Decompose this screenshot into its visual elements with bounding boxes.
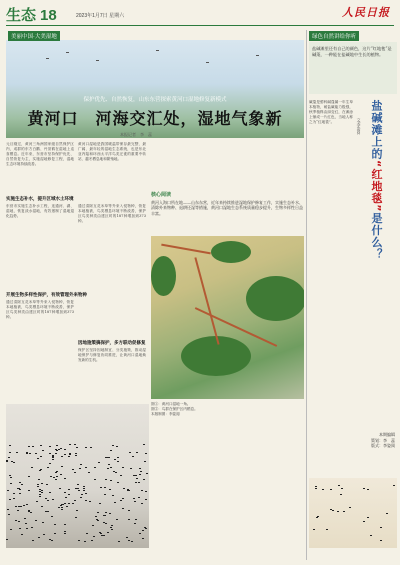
article-paragraph: 黄河口湿地是我国暖温带保存最完整、最广阔、最年轻的湿地生态系统，也是东北亚内陆和环西太平洋鸟类迁徙的重要中转站、越冬栖息地和繁殖地。: [78, 142, 146, 161]
bird-dot: [110, 480, 112, 481]
bird-dot: [18, 488, 20, 489]
bird-dot: [135, 519, 137, 520]
bird-dot: [54, 524, 56, 525]
feature-photo: [309, 478, 397, 548]
bird-dot: [37, 486, 39, 487]
bird-dot: [31, 467, 33, 468]
bird-dot: [105, 523, 107, 524]
bird-dot: [8, 457, 10, 458]
bird-dot: [113, 471, 115, 472]
article-subhead: 因地施策搞保护，多方联动促修复: [78, 340, 146, 345]
bird-dot: [363, 488, 365, 489]
bird-dot: [85, 447, 87, 448]
bird-dot: [109, 513, 111, 514]
bird-dot: [79, 468, 81, 469]
bird-dot: [15, 506, 17, 507]
bird-dot: [56, 476, 58, 477]
bird-dot: [330, 509, 332, 510]
bird-dot: [17, 510, 19, 511]
header-rule: [6, 25, 394, 26]
bird-dot: [10, 529, 12, 530]
bird-dot: [330, 489, 332, 490]
bird-dot: [66, 506, 68, 507]
bird-dot: [109, 489, 111, 490]
bird-dot: [134, 501, 136, 502]
bird-dot: [139, 468, 141, 469]
bird-dot: [131, 541, 133, 542]
bird-dot: [65, 497, 67, 498]
bird-dot: [50, 476, 52, 477]
bird-dot: [93, 536, 95, 537]
bird-dot: [104, 487, 106, 488]
bird-dot: [49, 446, 51, 447]
bird-dot: [55, 449, 57, 450]
bird-dot: [75, 488, 77, 489]
bird-dot: [75, 453, 77, 454]
bird-dot: [39, 489, 41, 490]
bird-dot: [338, 485, 340, 486]
bird-dot: [141, 503, 143, 504]
bird-dot: [21, 484, 23, 485]
article-paragraph: 保护区坚持因地制宜、分类施策，推动湿地保护与修复协同推进，让黄河口湿地焕发新的生机。: [78, 348, 146, 362]
bird-dot: [64, 449, 66, 450]
bird-dot: [21, 534, 23, 535]
bird-dot: [51, 516, 53, 517]
bird-dot: [52, 459, 54, 460]
bird-dot: [32, 446, 34, 447]
issue-date: 2023年1月7日 星期六: [76, 13, 125, 19]
bird-dot: [112, 495, 114, 496]
bird-dot: [92, 525, 94, 526]
article-paragraph: 元旦刚过，黄河三角洲国家级自然保护区内，成群的东方白鹳、丹顶鹤在湿地上觅食栖息。近年来，东营市坚持保护优先、自然恢复为主，实施湿地修复工程，湿地生态环境持续改善。: [6, 142, 74, 166]
bird-dot: [146, 473, 148, 474]
main-headline: 黄河口 河海交汇处，湿地气象新: [27, 109, 283, 128]
bird-dot: [107, 457, 109, 458]
bird-dot: [61, 509, 63, 510]
article-paragraph: 东营市实施生态补水工程，连通河、湖、湿地，恢复淡水湿地，有效遏制了湿地退化趋势。: [6, 204, 74, 218]
bird-dot: [41, 490, 43, 491]
bird-dot: [107, 532, 109, 533]
bird-dot: [129, 452, 131, 453]
bird-dot: [58, 507, 60, 508]
birds-photo: [6, 404, 149, 548]
bird-dot: [13, 493, 15, 494]
bird-dot: [114, 502, 116, 503]
bird-dot: [8, 514, 10, 515]
feature-title: 盐碱滩上的“红地毯”是什么？: [370, 100, 383, 261]
bird-dot: [105, 457, 107, 458]
bird-dot: [47, 500, 49, 501]
bird-dot: [84, 541, 86, 542]
bird-dot: [85, 500, 87, 501]
bird-dot: [68, 494, 70, 495]
bird-dot: [61, 466, 63, 467]
credit-line: 图②：鸟群在保护区内栖息。: [151, 407, 198, 411]
bird-dot: [315, 486, 317, 487]
bird-dot: [117, 482, 119, 483]
bird-dot: [61, 507, 63, 508]
bird-dot: [80, 464, 82, 465]
bird-dot: [118, 541, 120, 542]
bird-dot: [135, 482, 137, 483]
bird-dot: [41, 492, 43, 493]
bird-dot: [85, 493, 87, 494]
bird-dot: [141, 490, 143, 491]
bird-dot: [29, 453, 31, 454]
bird-dot: [142, 530, 144, 531]
bird-dot: [13, 498, 15, 499]
bird-dot: [138, 497, 140, 498]
bird-dot: [52, 499, 54, 500]
bird-dot: [60, 474, 62, 475]
photo-credits: [151, 402, 304, 417]
intro-box-text: 盐碱滩里还有自己的颜色，这片“红地毯”是碱蓬，一种能在盐碱地中生长的植物。: [312, 46, 392, 57]
bird-dot: [332, 510, 334, 511]
bird-dot: [88, 472, 90, 473]
bird-dot: [103, 535, 105, 536]
bird-dot: [74, 444, 76, 445]
bird-dot: [64, 531, 66, 532]
bird-dot: [30, 512, 32, 513]
bird-dot: [83, 490, 85, 491]
bird-dot: [111, 529, 113, 530]
bird-dot: [83, 486, 85, 487]
bird-dot: [145, 528, 147, 529]
bird-dot: [128, 510, 130, 511]
bird-dot: [99, 532, 101, 533]
bird-dot: [28, 446, 30, 447]
bird-dot: [337, 511, 339, 512]
bird-dot: [7, 490, 9, 491]
bird-dot: [49, 492, 51, 493]
credit-line: 本版制图：李姿阅: [151, 412, 180, 416]
bird-dot: [110, 467, 112, 468]
newspaper-logo: 人民日报: [342, 6, 390, 19]
bird-dot: [107, 468, 109, 469]
bird-dot: [120, 500, 122, 501]
bird-dot: [128, 540, 130, 541]
article-paragraph: 通过清除互花米草等外来入侵物种，恢复本地植被，鸟类栖息环境不断改善，保护区鸟类种类由建区时的187种增加到373种。: [78, 204, 146, 223]
bird-dot: [59, 488, 61, 489]
bird-dot: [94, 479, 96, 480]
bird-dot: [18, 521, 20, 522]
feature-author: 文/李姿阅: [357, 118, 362, 135]
bird-dot: [6, 461, 8, 462]
bird-dot: [128, 519, 130, 520]
bird-dot: [64, 492, 66, 493]
bird-dot: [24, 518, 26, 519]
bird-dot: [26, 528, 28, 529]
bird-dot: [16, 452, 18, 453]
bird-dot: [94, 467, 96, 468]
bird-dot: [104, 494, 106, 495]
bird-dot: [49, 539, 51, 540]
page-number: 18: [40, 7, 57, 24]
bird-dot: [26, 452, 28, 453]
bird-dot: [139, 533, 141, 534]
bird-dot: [116, 519, 118, 520]
bird-dot: [68, 489, 70, 490]
column-divider: [306, 30, 307, 560]
bird-dot: [77, 484, 79, 485]
bird-dot: [105, 512, 107, 513]
bird-dot: [130, 468, 132, 469]
bird-dot: [111, 525, 113, 526]
section-name: 生态 18: [6, 7, 57, 24]
bird-dot: [49, 463, 51, 464]
article-subhead: 开展生物多样性保护，有效管理外来物种: [6, 292, 87, 297]
bird-dot: [41, 506, 43, 507]
bird-dot: [58, 449, 60, 450]
wetland-photo: [151, 236, 304, 399]
bird-dot: [313, 529, 315, 530]
article-subhead: 实施生态补水，提升区域水土环境: [6, 196, 74, 201]
bird-dot: [40, 445, 42, 446]
bird-dot: [349, 507, 351, 508]
bird-dot: [81, 494, 83, 495]
bird-dot: [136, 478, 138, 479]
bird-dot: [47, 511, 49, 512]
bird-dot: [72, 469, 74, 470]
bird-dot: [53, 477, 55, 478]
bird-dot: [20, 506, 22, 507]
bird-dot: [64, 533, 66, 534]
bird-dot: [120, 475, 122, 476]
bird-dot: [40, 469, 42, 470]
bird-dot: [47, 467, 49, 468]
bird-dot: [42, 522, 44, 523]
bird-dot: [69, 444, 71, 445]
bird-dot: [41, 483, 43, 484]
bird-dot: [69, 454, 71, 455]
bird-dot: [32, 540, 34, 541]
bird-dot: [11, 461, 13, 462]
bird-dot: [123, 488, 125, 489]
bird-dot: [75, 517, 77, 518]
bird-dot: [45, 498, 47, 499]
bird-dot: [19, 528, 21, 529]
bird-dot: [108, 464, 110, 465]
bird-dot: [132, 456, 134, 457]
bird-dot: [138, 482, 140, 483]
bird-dot: [322, 489, 324, 490]
bird-dot: [343, 511, 345, 512]
bird-dot: [55, 453, 57, 454]
bird-dot: [26, 504, 28, 505]
bird-dot: [145, 453, 147, 454]
bird-dot: [6, 539, 8, 540]
bird-dot: [99, 503, 101, 504]
bird-dot: [315, 488, 317, 489]
bird-dot: [363, 521, 365, 522]
bird-dot: [143, 444, 145, 445]
bird-dot: [142, 538, 144, 539]
bird-dot: [393, 485, 395, 486]
bird-dot: [80, 497, 82, 498]
bird-dot: [139, 474, 141, 475]
bird-dot: [316, 517, 318, 518]
bird-dot: [19, 489, 21, 490]
bird-dot: [60, 448, 62, 449]
bird-dot: [122, 498, 124, 499]
bird-dot: [38, 537, 40, 538]
bird-dot: [340, 494, 342, 495]
bird-dot: [127, 490, 129, 491]
bird-dot: [39, 470, 41, 471]
bird-dot: [9, 445, 11, 446]
bird-dot: [36, 501, 38, 502]
bird-dot: [140, 471, 142, 472]
bird-dot: [367, 517, 369, 518]
bird-dot: [76, 510, 78, 511]
bird-dot: [74, 472, 76, 473]
bird-dot: [42, 450, 44, 451]
bird-dot: [144, 461, 146, 462]
bird-dot: [145, 491, 147, 492]
bird-dot: [55, 479, 57, 480]
byline: 本报记者 李 蕊: [120, 132, 152, 137]
bird-dot: [367, 489, 369, 490]
bird-dot: [144, 527, 146, 528]
bird-dot: [136, 452, 138, 453]
bird-dot: [19, 482, 21, 483]
bird-dot: [110, 450, 112, 451]
bird-dot: [117, 461, 119, 462]
bird-dot: [110, 527, 112, 528]
bird-dot: [341, 488, 343, 489]
bird-dot: [72, 503, 74, 504]
bird-dot: [134, 523, 136, 524]
bird-dot: [78, 540, 80, 541]
bird-dot: [105, 479, 107, 480]
editor-credit: 本期编辑 策划：李 蕊 版式：李姿阅: [371, 432, 395, 448]
bird-dot: [49, 453, 51, 454]
bird-dot: [64, 478, 66, 479]
core-reading-title: 核心阅读: [151, 192, 172, 198]
bird-dot: [9, 499, 11, 500]
bird-dot: [68, 456, 70, 457]
bird-dot: [86, 533, 88, 534]
bird-dot: [74, 500, 76, 501]
bird-dot: [35, 453, 37, 454]
bird-dot: [114, 459, 116, 460]
bird-dot: [78, 490, 80, 491]
bird-dot: [43, 534, 45, 535]
bird-dot: [380, 540, 382, 541]
bird-dot: [55, 472, 57, 473]
headline-kicker: 保护优先、自然恢复，山东东营探索黄河口湿地修复新模式: [83, 97, 227, 103]
bird-dot: [89, 501, 91, 502]
bird-dot: [112, 445, 114, 446]
bird-dot: [85, 467, 87, 468]
article-paragraph: 通过清除互花米草等外来入侵物种，恢复本地植被，鸟类栖息环境不断改善，保护区鸟类种类由建区时的187种增加到373种。: [6, 300, 74, 319]
bird-dot: [10, 483, 12, 484]
bird-dot: [38, 479, 40, 480]
bird-dot: [100, 487, 102, 488]
right-column-tag: 绿色自然讲给你听: [309, 31, 359, 41]
bird-dot: [28, 476, 30, 477]
bird-dot: [69, 453, 71, 454]
bird-dot: [52, 457, 54, 458]
column-tag: 美丽中国·大美湿地: [8, 31, 60, 41]
credit-line: 图①：黄河口湿地一角。: [151, 402, 191, 406]
bird-dot: [56, 450, 58, 451]
bird-dot: [97, 512, 99, 513]
bird-dot: [97, 520, 99, 521]
bird-dot: [115, 472, 117, 473]
bird-dot: [10, 477, 12, 478]
bird-dot: [25, 523, 27, 524]
bird-dot: [91, 540, 93, 541]
bird-dot: [95, 516, 97, 517]
bird-dot: [126, 537, 128, 538]
bird-dot: [122, 508, 124, 509]
bird-dot: [13, 462, 15, 463]
bird-dot: [116, 446, 118, 447]
bird-dot: [133, 498, 135, 499]
bird-dot: [37, 458, 39, 459]
bird-dot: [64, 454, 66, 455]
bird-dot: [326, 529, 328, 530]
bird-dot: [39, 496, 41, 497]
bird-dot: [98, 462, 100, 463]
bird-dot: [117, 457, 119, 458]
bird-dot: [28, 490, 30, 491]
bird-dot: [370, 535, 372, 536]
masthead: [6, 4, 394, 26]
bird-dot: [83, 488, 85, 489]
bird-dot: [386, 513, 388, 514]
bird-dot: [135, 475, 137, 476]
bird-dot: [35, 520, 37, 521]
bird-dot: [122, 467, 124, 468]
bird-dot: [54, 533, 56, 534]
bird-dot: [75, 455, 77, 456]
bird-dot: [23, 505, 25, 506]
bird-dot: [68, 503, 70, 504]
bird-dot: [19, 493, 21, 494]
bird-dot: [61, 456, 63, 457]
core-reading-text: 黄河入海口所在地——山东东营，近年来持续推进湿地保护修复工作，实施生态补水、清除外来物种、退耕还湿等措施，黄河口湿地生态系统质量稳步提升，生物多样性日益丰富。: [151, 200, 303, 216]
bird-dot: [40, 456, 42, 457]
bird-dot: [103, 515, 105, 516]
bird-dot: [64, 524, 66, 525]
bird-dot: [96, 519, 98, 520]
bird-dot: [76, 447, 78, 448]
bird-dot: [51, 540, 53, 541]
bird-dot: [145, 499, 147, 500]
bird-dot: [143, 479, 145, 480]
bird-dot: [7, 509, 9, 510]
bird-dot: [380, 527, 382, 528]
bird-dot: [56, 445, 58, 446]
feature-paragraph: 碱蓬是藜科碱蓬属一年生草本植物，耐盐碱能力极强，秋季植株由绿变红，在滩涂上铺成一片红色，当地人称之为“红地毯”。: [309, 100, 353, 124]
bird-dot: [103, 522, 105, 523]
bird-dot: [90, 447, 92, 448]
bird-dot: [46, 484, 48, 485]
bird-dot: [39, 494, 41, 495]
bird-dot: [9, 452, 11, 453]
bird-dot: [31, 527, 33, 528]
bird-dot: [60, 505, 62, 506]
